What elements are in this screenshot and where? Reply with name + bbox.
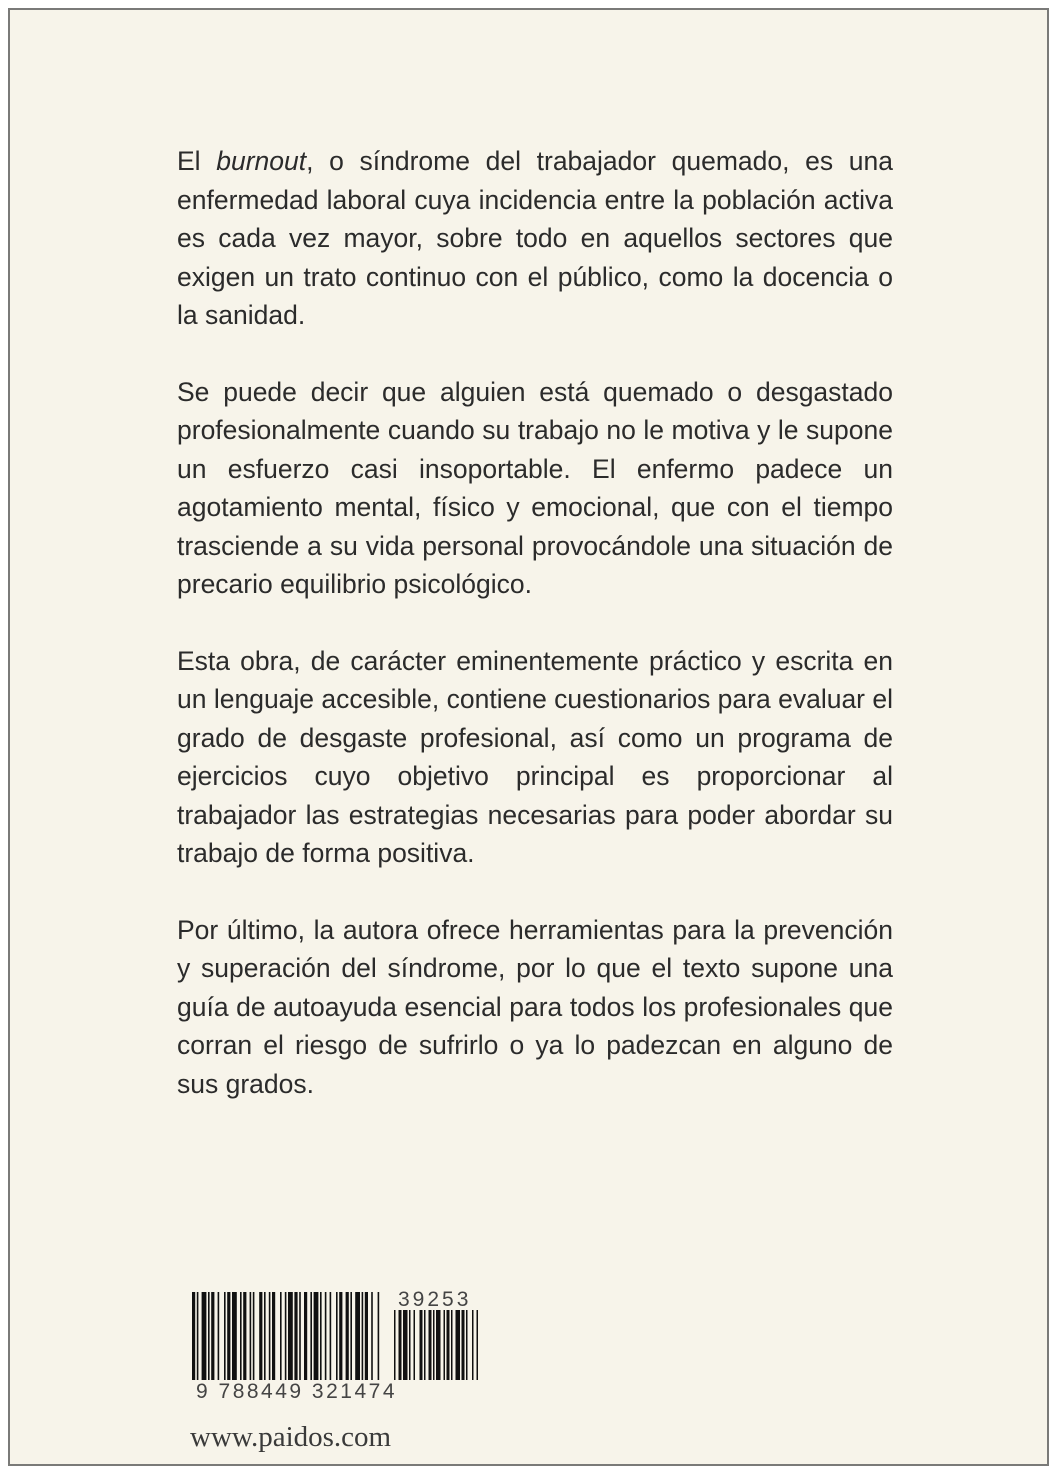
barcode-addon-bar	[420, 1310, 423, 1380]
barcode-bar	[264, 1292, 266, 1380]
paragraph-2: Se puede decir que alguien está quemado o desgastado profesionalmente cuando su trabajo no le motiva y le supone un esfuerzo casi insoportable. El enfermo padece un agotamiento mental, físico y emocional, que con el tiempo trasciende a su vida personal provocándole una situación de precario equilibrio psicológico.	[177, 376, 893, 599]
synopsis	[177, 142, 893, 1141]
barcode-bar	[304, 1292, 307, 1380]
barcode-bar	[227, 1292, 230, 1380]
barcode-addon-bar	[472, 1310, 474, 1380]
paragraph-1	[177, 142, 893, 335]
barcode-bar	[240, 1292, 242, 1380]
barcode-addon-bar	[447, 1310, 450, 1380]
barcode-bar	[202, 1292, 207, 1380]
barcode-addon-bar	[462, 1310, 465, 1380]
barcode-addon-bar	[433, 1310, 435, 1380]
barcode-bar	[269, 1292, 271, 1380]
publisher-website: www.paidos.com	[190, 1421, 392, 1453]
barcode-addon-bar	[466, 1310, 468, 1380]
barcode-bar	[280, 1292, 282, 1380]
barcode-addon-bar	[409, 1310, 411, 1380]
barcode-addon-bar	[436, 1310, 441, 1380]
barcode-bar	[211, 1292, 214, 1380]
barcode-bar	[339, 1292, 342, 1380]
barcode-addon-bar	[429, 1310, 432, 1380]
barcode-bar	[294, 1292, 297, 1380]
barcode-addon-number: 39253	[398, 1288, 472, 1311]
barcode-bar	[371, 1292, 373, 1380]
barcode-addon-bar	[394, 1310, 396, 1380]
barcode-bar	[259, 1292, 262, 1380]
barcode-bar	[224, 1292, 226, 1380]
paragraph-4: Por último, la autora ofrece herramientas para la prevención y superación del síndrome, por lo que el texto supone una guía de autoayuda esencial para todos los profesionales que corran el riesgo de sufrirlo o ya lo padezcan en alguno de sus grados.	[177, 914, 893, 1099]
barcode-bar	[218, 1292, 220, 1380]
barcode-bar	[350, 1292, 352, 1380]
barcode-bar	[288, 1292, 293, 1380]
barcode-bar	[310, 1292, 312, 1380]
barcode-bar	[232, 1292, 237, 1380]
barcode-bar	[243, 1292, 246, 1380]
barcode-bar	[355, 1292, 360, 1380]
barcode-bar	[192, 1292, 195, 1380]
barcode-addon-bar	[403, 1310, 408, 1380]
barcode-addon-bar	[477, 1310, 479, 1380]
barcode-addon-bar	[451, 1310, 453, 1380]
barcode-bar	[378, 1292, 380, 1380]
barcode-bar	[208, 1292, 210, 1380]
paragraph-3: Esta obra, de carácter eminentemente práctico y escrita en un lenguaje accesible, contiene cuestionarios para evaluar el grado de desgaste profesional, así como un programa de ejercicios cuyo objetivo principal es proporcionar al trabajador las estrategias necesarias para poder abordar su trabajo de forma positiva.	[177, 645, 893, 868]
barcode-addon-bar	[444, 1310, 446, 1380]
barcode-addon-bar	[399, 1310, 402, 1380]
barcode-bar	[197, 1292, 199, 1380]
paragraph-1-lead: El	[177, 146, 217, 176]
paragraph-1-rest: , o síndrome del trabajador quemado, es una enfermedad laboral cuya incidencia entre la población activa es cada vez mayor, sobre todo en aquellos sectores que exigen un trato continuo con el público, como la docencia o la sanidad.	[177, 146, 893, 330]
barcode-addon-bar	[424, 1310, 426, 1380]
barcode-bar	[320, 1292, 322, 1380]
barcode-bar	[314, 1292, 319, 1380]
barcode-bar	[365, 1292, 368, 1380]
barcode-bar	[325, 1292, 327, 1380]
barcode-bar	[330, 1292, 332, 1380]
barcode-bar	[250, 1292, 252, 1380]
barcode-bar	[362, 1292, 364, 1380]
barcode-bar	[285, 1292, 287, 1380]
barcode-bar	[336, 1292, 338, 1380]
barcode-bar	[346, 1292, 349, 1380]
burnout-term: burnout	[216, 146, 307, 176]
barcode-isbn-number: 9 788449 321474	[196, 1380, 397, 1403]
barcode-bar	[299, 1292, 301, 1380]
barcode-addon-bar	[414, 1310, 416, 1380]
barcode-bar	[253, 1292, 255, 1380]
barcode-addon-bar	[456, 1310, 461, 1380]
barcode-bar	[272, 1292, 275, 1380]
